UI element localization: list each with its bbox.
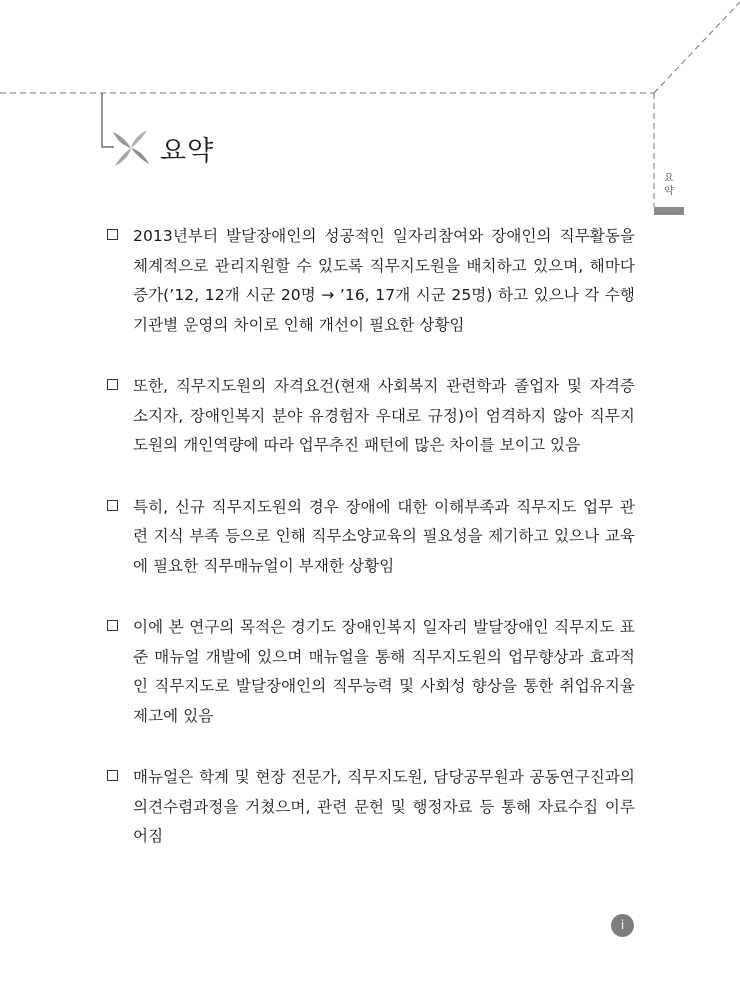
bullet-text: 이에 본 연구의 목적은 경기도 장애인복지 일자리 발달장애인 직무지도 표준 매뉴얼 개발에 있으며 매뉴얼을 통해 직무지도원의 업무향상과 효과적인 직무지도로 발달장애인의 직무능력 및 사회성 향상을 통한 취업유지율 제고에 있음 <box>133 618 635 725</box>
summary-bullet <box>105 372 635 461</box>
summary-bullet <box>105 493 635 582</box>
summary-bullet <box>105 613 635 731</box>
side-tab-label <box>654 172 684 198</box>
checkbox-square-icon <box>107 229 118 240</box>
summary-bullet-list <box>105 222 635 884</box>
page-number-badge: i <box>611 914 634 937</box>
summary-bullet <box>105 763 635 852</box>
bullet-text: 매뉴얼은 학계 및 현장 전문가, 직무지도원, 담당공무원과 공동연구진과의 의견수렴과정을 거쳤으며, 관련 문헌 및 행정자료 등 통해 자료수집 이루어짐 <box>133 768 635 845</box>
side-tab-bar <box>654 207 684 215</box>
corner-dashed-diagonal <box>654 2 740 93</box>
side-tab-char: 약 <box>664 186 674 197</box>
checkbox-square-icon <box>107 620 118 631</box>
pinwheel-logo-icon <box>111 128 151 168</box>
checkbox-square-icon <box>107 379 118 390</box>
checkbox-square-icon <box>107 770 118 781</box>
section-title: 요약 <box>160 136 215 167</box>
bullet-text: 또한, 직무지도원의 자격요건(현재 사회복지 관련학과 졸업자 및 자격증 소지자, 장애인복지 분야 유경험자 우대로 규정)이 엄격하지 않아 직무지도원의 개인역량에 따라 업무추진 패턴에 많은 차이를 보이고 있음 <box>133 377 635 454</box>
bullet-text: 2013년부터 발달장애인의 성공적인 일자리참여와 장애인의 직무활동을 체계적으로 관리지원할 수 있도록 직무지도원을 배치하고 있으며, 해마다 증가(’12, 12개 시군 20명 → ’16, 17개 시군 25명) 하고 있으나 각 수행기관별 운영의 차이로 인해 개선이 필요한 상황임 <box>133 227 635 334</box>
checkbox-square-icon <box>107 500 118 511</box>
side-tab-char: 요 <box>664 173 674 184</box>
bullet-text: 특히, 신규 직무지도원의 경우 장애에 대한 이해부족과 직무지도 업무 관련 지식 부족 등으로 인해 직무소양교육의 필요성을 제기하고 있으나 교육에 필요한 직무매뉴얼이 부재한 상황임 <box>133 497 635 575</box>
summary-bullet <box>105 222 635 340</box>
